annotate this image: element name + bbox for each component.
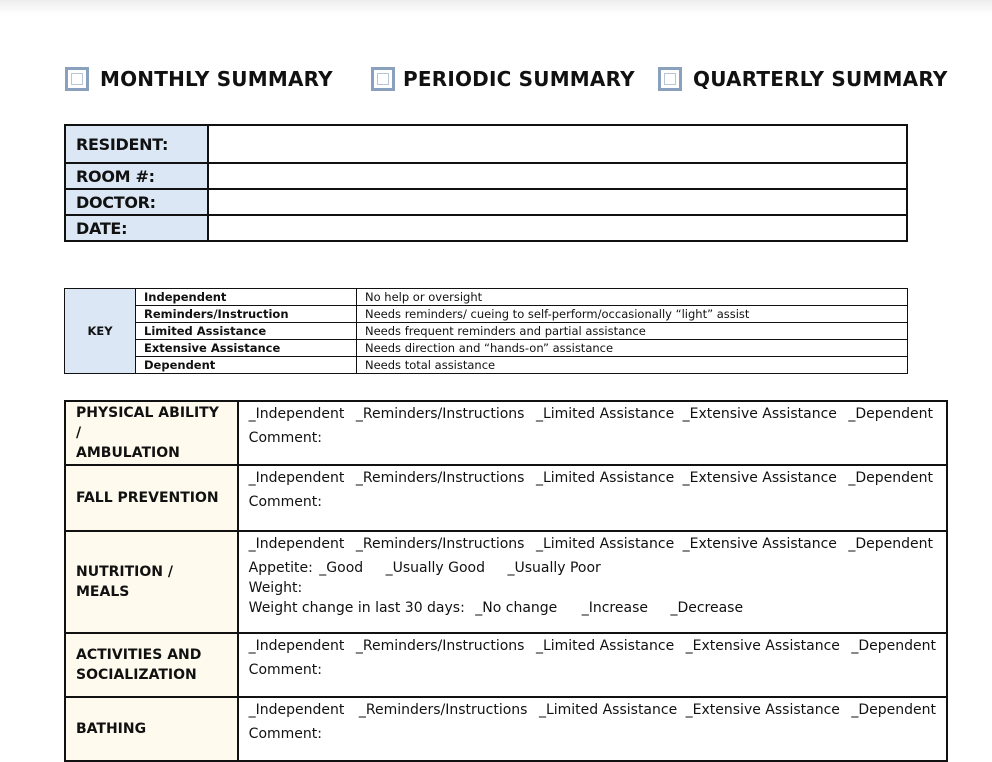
assessment-table — [64, 400, 948, 762]
option-extensive-assistance[interactable]: _Extensive Assistance — [682, 406, 837, 422]
assistance-key-table — [64, 288, 908, 374]
option-reminders[interactable]: _Reminders/Instructions — [355, 536, 525, 552]
assessment-row-fall-prevention — [65, 465, 947, 531]
weight-decrease-option[interactable]: _Decrease — [670, 600, 744, 616]
key-heading: KEY — [65, 289, 136, 374]
option-independent[interactable]: _Independent — [248, 638, 345, 654]
category-label-line: BATHING — [76, 721, 147, 737]
category-label — [65, 633, 238, 697]
key-term: Independent — [136, 289, 357, 306]
option-independent[interactable]: _Independent — [248, 406, 345, 422]
key-term: Extensive Assistance — [136, 340, 357, 357]
category-label-line: FALL PREVENTION — [76, 490, 219, 506]
comment-field[interactable] — [249, 724, 936, 744]
quarterly-summary-label: QUARTERLY SUMMARY — [693, 67, 948, 91]
option-extensive-assistance[interactable]: _Extensive Assistance — [682, 470, 837, 486]
category-label — [65, 531, 238, 633]
option-dependent[interactable]: _Dependent — [848, 406, 933, 422]
key-term: Limited Assistance — [136, 323, 357, 340]
comment-field[interactable] — [249, 492, 936, 512]
comment-label: Comment: — [248, 494, 322, 510]
comment-label: Comment: — [248, 662, 322, 678]
option-limited-assistance[interactable]: _Limited Assistance — [538, 702, 678, 718]
assessment-row-bathing — [65, 697, 947, 761]
option-reminders[interactable]: _Reminders/Instructions — [358, 702, 528, 718]
assistance-options — [249, 700, 936, 720]
option-reminders[interactable]: _Reminders/Instructions — [355, 638, 525, 654]
assistance-options — [249, 404, 936, 424]
appetite-usually-good-option[interactable]: _Usually Good — [385, 560, 485, 576]
key-description: No help or oversight — [357, 289, 908, 306]
category-label — [65, 401, 238, 465]
key-description: Needs total assistance — [357, 357, 908, 374]
option-limited-assistance[interactable]: _Limited Assistance — [535, 638, 675, 654]
category-label-line: NUTRITION / MEALS — [76, 564, 173, 600]
option-independent[interactable]: _Independent — [248, 470, 345, 486]
comment-label: Comment: — [248, 430, 322, 446]
key-description: Needs frequent reminders and partial assistance — [357, 323, 908, 340]
category-label-line: SOCIALIZATION — [76, 667, 197, 683]
assistance-options — [249, 534, 936, 554]
resident-field[interactable] — [208, 125, 907, 163]
option-reminders[interactable]: _Reminders/Instructions — [355, 406, 525, 422]
periodic-summary-option[interactable] — [371, 62, 635, 96]
weight-field[interactable] — [249, 578, 936, 598]
room-field[interactable] — [208, 163, 907, 189]
periodic-summary-label: PERIODIC SUMMARY — [403, 67, 635, 91]
option-limited-assistance[interactable]: _Limited Assistance — [535, 470, 675, 486]
option-dependent[interactable]: _Dependent — [848, 536, 933, 552]
periodic-summary-checkbox[interactable] — [371, 67, 395, 91]
key-description: Needs reminders/ cueing to self-perform/occasionally “light” assist — [357, 306, 908, 323]
assessment-row-physical-ability — [65, 401, 947, 465]
weight-increase-option[interactable]: _Increase — [581, 600, 648, 616]
comment-label: Comment: — [248, 726, 322, 742]
resident-label: RESIDENT: — [65, 125, 208, 163]
key-term: Reminders/Instruction — [136, 306, 357, 323]
option-limited-assistance[interactable]: _Limited Assistance — [535, 536, 675, 552]
monthly-summary-option[interactable] — [65, 62, 333, 96]
appetite-label: Appetite: — [248, 560, 313, 576]
room-label: ROOM #: — [65, 163, 208, 189]
comment-field[interactable] — [249, 428, 936, 448]
comment-field[interactable] — [249, 660, 936, 680]
monthly-summary-checkbox[interactable] — [65, 67, 89, 91]
option-independent[interactable]: _Independent — [248, 702, 345, 718]
quarterly-summary-checkbox[interactable] — [658, 67, 682, 91]
page-top-shadow — [0, 0, 992, 14]
assistance-options — [249, 636, 936, 656]
option-dependent[interactable]: _Dependent — [851, 638, 936, 654]
option-extensive-assistance[interactable]: _Extensive Assistance — [685, 702, 840, 718]
monthly-summary-label: MONTHLY SUMMARY — [100, 67, 333, 91]
category-label-line: PHYSICAL ABILITY / — [76, 405, 219, 441]
date-field[interactable] — [208, 215, 907, 241]
summary-type-selector — [0, 62, 992, 96]
doctor-label: DOCTOR: — [65, 189, 208, 215]
category-response — [238, 531, 947, 633]
key-description: Needs direction and “hands-on” assistance — [357, 340, 908, 357]
option-extensive-assistance[interactable]: _Extensive Assistance — [685, 638, 840, 654]
option-limited-assistance[interactable]: _Limited Assistance — [535, 406, 675, 422]
option-independent[interactable]: _Independent — [248, 536, 345, 552]
appetite-good-option[interactable]: _Good — [319, 560, 364, 576]
appetite-usually-poor-option[interactable]: _Usually Poor — [507, 560, 601, 576]
date-label: DATE: — [65, 215, 208, 241]
category-label — [65, 465, 238, 531]
quarterly-summary-option[interactable] — [658, 62, 948, 96]
option-dependent[interactable]: _Dependent — [848, 470, 933, 486]
category-label-line: ACTIVITIES AND — [76, 647, 202, 663]
option-reminders[interactable]: _Reminders/Instructions — [355, 470, 525, 486]
resident-info-table — [64, 124, 908, 242]
key-term: Dependent — [136, 357, 357, 374]
doctor-field[interactable] — [208, 189, 907, 215]
category-label — [65, 697, 238, 761]
appetite-row — [249, 558, 936, 578]
weight-no-change-option[interactable]: _No change — [475, 600, 558, 616]
category-response — [238, 697, 947, 761]
category-response — [238, 633, 947, 697]
assistance-options — [249, 468, 936, 488]
category-label-line: AMBULATION — [76, 445, 180, 461]
category-response — [238, 465, 947, 531]
assessment-row-nutrition — [65, 531, 947, 633]
category-response — [238, 401, 947, 465]
assessment-row-activities — [65, 633, 947, 697]
weight-label: Weight: — [248, 580, 303, 596]
option-dependent[interactable]: _Dependent — [851, 702, 936, 718]
weight-change-label: Weight change in last 30 days: — [248, 600, 465, 616]
option-extensive-assistance[interactable]: _Extensive Assistance — [682, 536, 837, 552]
weight-change-row — [249, 598, 936, 618]
